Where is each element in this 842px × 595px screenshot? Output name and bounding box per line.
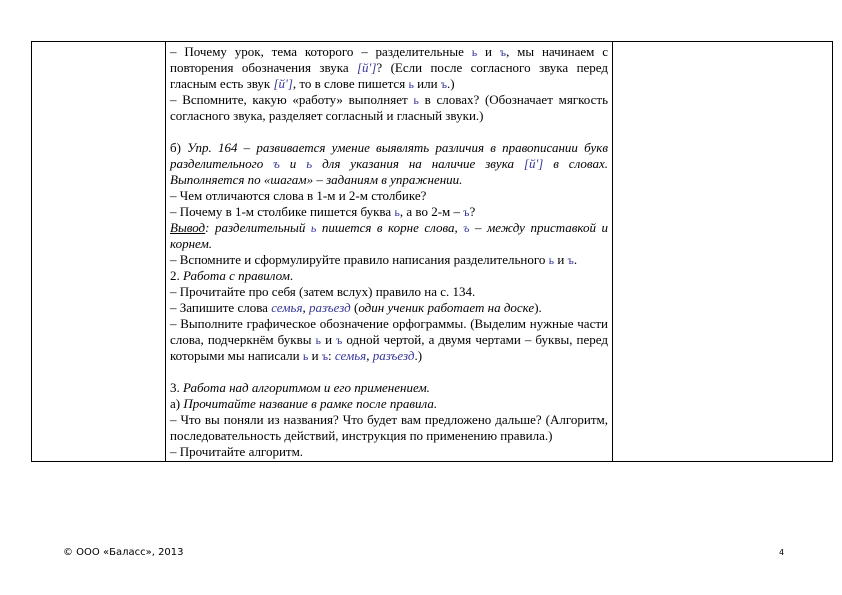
content-column-cell [166, 42, 613, 462]
right-column-cell [613, 42, 833, 462]
paragraph-12: 3. Работа над алгоритмом и его применением. [170, 380, 430, 395]
paragraph-3: б) Упр. 164 – развивается умение выявлять различия в правописании букв разделительного ъ и ь для указания на наличие звука [й'] в словах. Выполняется по «шагам» – заданиям в упражнении. [170, 140, 608, 187]
paragraph-2: – Вспомните, какую «работу» выполняет ь в словах? (Обозначает мягкость согласного звука, разделяет согласный и гласный звуки.) [170, 92, 608, 123]
page-number: 4 [779, 548, 785, 557]
footer-copyright: © ООО «Баласс», 2013 [63, 547, 184, 558]
lesson-table [31, 41, 833, 462]
paragraph-13: а) Прочитайте название в рамке после правила. [170, 396, 438, 411]
paragraph-7: – Вспомните и сформулируйте правило написания разделительного ь и ъ. [170, 252, 578, 267]
spacer [170, 364, 608, 380]
left-column-cell [32, 42, 166, 462]
lesson-text [166, 42, 612, 461]
paragraph-14: – Что вы поняли из названия? Что будет вам предложено дальше? (Алгоритм, последовательность действий, инструкция по применению правила.) [170, 412, 608, 443]
paragraph-9: – Прочитайте про себя (затем вслух) правило на с. 134. [170, 284, 476, 299]
paragraph-1: – Почему урок, тема которого – разделительные ь и ъ, мы начинаем с повторения обозначения звука [й']? (Если после согласного звука перед гласным есть звук [й'], то в слове пишется ь или ъ.) [170, 44, 609, 91]
paragraph-conclusion: Вывод: разделительный ь пишется в корне слова, ъ – между приставкой и корнем. [170, 220, 608, 251]
paragraph-15: – Прочитайте алгоритм. [170, 444, 304, 459]
table-row [32, 42, 833, 462]
paragraph-4: – Чем отличаются слова в 1-м и 2-м столбике? [170, 188, 427, 203]
paragraph-5: – Почему в 1-м столбике пишется буква ь, а во 2-м – ъ? [170, 204, 476, 219]
paragraph-8: 2. Работа с правилом. [170, 268, 294, 283]
paragraph-10: – Запишите слова семья, разъезд (один ученик работает на доске). [170, 300, 542, 315]
spacer [170, 124, 608, 140]
paragraph-11: – Выполните графическое обозначение орфограммы. (Выделим нужные части слова, подчеркнём буквы ь и ъ одной чертой, а двумя чертами – буквы, перед которыми мы написали ь и ъ: семья, разъезд.) [170, 316, 608, 363]
